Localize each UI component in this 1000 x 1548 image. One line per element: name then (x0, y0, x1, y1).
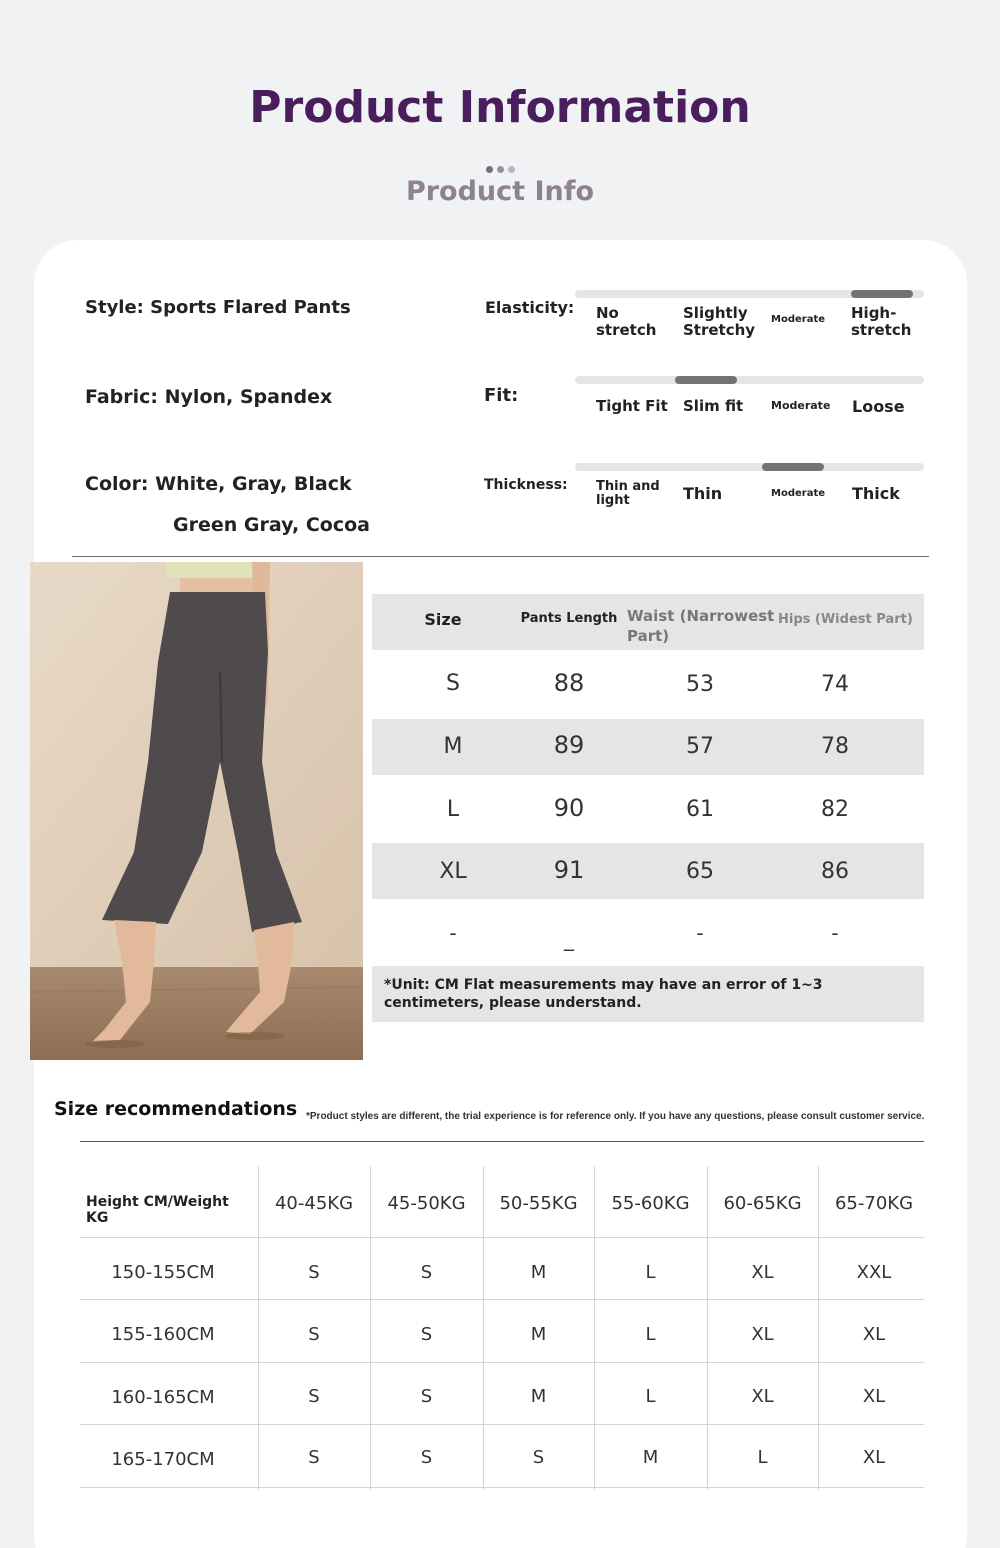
rec-size-cell: S (532, 1447, 545, 1468)
rec-height-cell: 160-165CM (111, 1387, 215, 1408)
elasticity-option: No stretch (596, 304, 657, 339)
size-cell: 86 (821, 859, 849, 884)
rec-size-cell: XL (862, 1447, 886, 1468)
rec-weight-header: 60-65KG (723, 1193, 802, 1214)
color-attribute-cont: Green Gray, Cocoa (173, 514, 370, 536)
rec-size-cell: S (420, 1447, 433, 1468)
fit-option: Moderate (771, 399, 831, 412)
rec-size-cell: XL (751, 1386, 774, 1407)
rec-size-cell: S (420, 1324, 433, 1345)
rec-height-cell: 165-170CM (111, 1449, 215, 1470)
style-attribute: Style: Sports Flared Pants (85, 297, 351, 318)
rec-size-cell: S (308, 1386, 320, 1407)
fit-scale (575, 376, 924, 384)
dot-icon (497, 166, 504, 173)
size-cell: 88 (553, 669, 585, 697)
fit-option: Loose (852, 397, 905, 416)
recommendations-divider (80, 1141, 924, 1142)
size-cell: XL (439, 859, 467, 884)
rec-size-cell: S (308, 1324, 320, 1345)
size-cell: 61 (686, 797, 714, 822)
rec-size-cell: XL (862, 1324, 886, 1345)
size-cell: 53 (686, 672, 714, 697)
section-divider (72, 556, 929, 557)
thickness-option: Thin (683, 484, 723, 503)
rec-size-cell: M (530, 1324, 547, 1345)
size-cell: 82 (821, 797, 849, 822)
grid-line (80, 1362, 924, 1363)
page-title: Product Information (249, 82, 751, 133)
rec-weight-header: 55-60KG (611, 1193, 690, 1214)
size-cell: 57 (686, 734, 714, 759)
product-photo (30, 562, 363, 1060)
dot-icon (508, 166, 515, 173)
size-cell: 78 (821, 734, 849, 759)
elasticity-label: Elasticity: (485, 298, 575, 317)
elasticity-option: Moderate (771, 314, 826, 325)
fit-option: Tight Fit (596, 397, 668, 415)
size-chart-col-waist: Waist (Narrowest Part) (627, 607, 775, 645)
grid-line (80, 1237, 924, 1238)
fit-label: Fit: (484, 385, 519, 406)
rec-weight-header: 50-55KG (499, 1193, 578, 1214)
rec-size-cell: M (530, 1262, 547, 1283)
fit-option: Slim fit (683, 397, 744, 415)
measurement-note: *Unit: CM Flat measurements may have an error of 1~3 centimeters, please understand. (372, 966, 924, 1022)
page-subtitle: Product Info (405, 176, 595, 207)
rec-size-cell: M (642, 1447, 659, 1468)
fit-indicator (675, 376, 737, 384)
rec-height-cell: 155-160CM (111, 1324, 215, 1345)
elasticity-option: Slightly Stretchy (683, 304, 756, 339)
thickness-option: Thin and light (596, 479, 660, 509)
size-cell: - (449, 921, 457, 945)
rec-weight-header: 65-70KG (834, 1193, 914, 1214)
size-cell: 89 (553, 731, 585, 759)
size-cell: - (696, 921, 704, 945)
size-cell: - (831, 921, 839, 945)
thickness-option: Moderate (771, 488, 826, 499)
size-cell: 91 (553, 856, 585, 884)
rec-size-cell: XL (751, 1324, 774, 1345)
rec-size-cell: S (308, 1447, 320, 1468)
rec-size-cell: S (420, 1386, 433, 1407)
rec-size-cell: L (645, 1324, 656, 1345)
size-cell: S (446, 671, 460, 696)
rec-size-cell: L (757, 1447, 768, 1468)
rec-height-cell: 150-155CM (111, 1262, 215, 1283)
rec-size-cell: L (645, 1386, 656, 1407)
rec-size-cell: XL (862, 1386, 886, 1407)
thickness-label: Thickness: (484, 477, 568, 493)
rec-size-cell: S (420, 1262, 433, 1283)
size-cell: 74 (821, 672, 849, 697)
elasticity-scale (575, 290, 924, 298)
grid-line (80, 1487, 924, 1488)
rec-corner-label: Height CM/Weight KG (86, 1194, 229, 1226)
size-chart-col-hips: Hips (Widest Part) (778, 612, 913, 627)
rec-size-cell: XL (751, 1262, 774, 1283)
grid-line (80, 1299, 924, 1300)
rec-size-cell: S (308, 1262, 320, 1283)
color-attribute: Color: White, Gray, Black (85, 473, 352, 495)
thickness-scale (575, 463, 924, 471)
size-cell: 65 (686, 859, 714, 884)
recommendations-note: *Product styles are different, the trial experience is for reference only. If you have any questions, please consult customer service. (306, 1111, 925, 1122)
recommendations-title: Size recommendations (54, 1098, 298, 1120)
size-cell: L (446, 797, 460, 822)
rec-size-cell: L (645, 1262, 656, 1283)
elasticity-option: High-stretch (851, 304, 912, 339)
rec-size-cell: XXL (856, 1262, 892, 1283)
rec-weight-header: 45-50KG (387, 1193, 466, 1214)
size-chart-col-size: Size (424, 610, 462, 629)
rec-weight-header: 40-45KG (274, 1193, 354, 1214)
grid-line (80, 1424, 924, 1425)
size-chart-col-length: Pants Length (520, 611, 618, 626)
thickness-indicator (762, 463, 824, 471)
fabric-attribute: Fabric: Nylon, Spandex (85, 386, 333, 408)
dot-icon (486, 166, 493, 173)
thickness-option: Thick (852, 484, 900, 503)
size-cell: _ (564, 927, 574, 951)
rec-size-cell: M (530, 1386, 547, 1407)
size-cell: M (443, 734, 463, 759)
elasticity-indicator (851, 290, 913, 298)
size-cell: 90 (553, 794, 585, 822)
